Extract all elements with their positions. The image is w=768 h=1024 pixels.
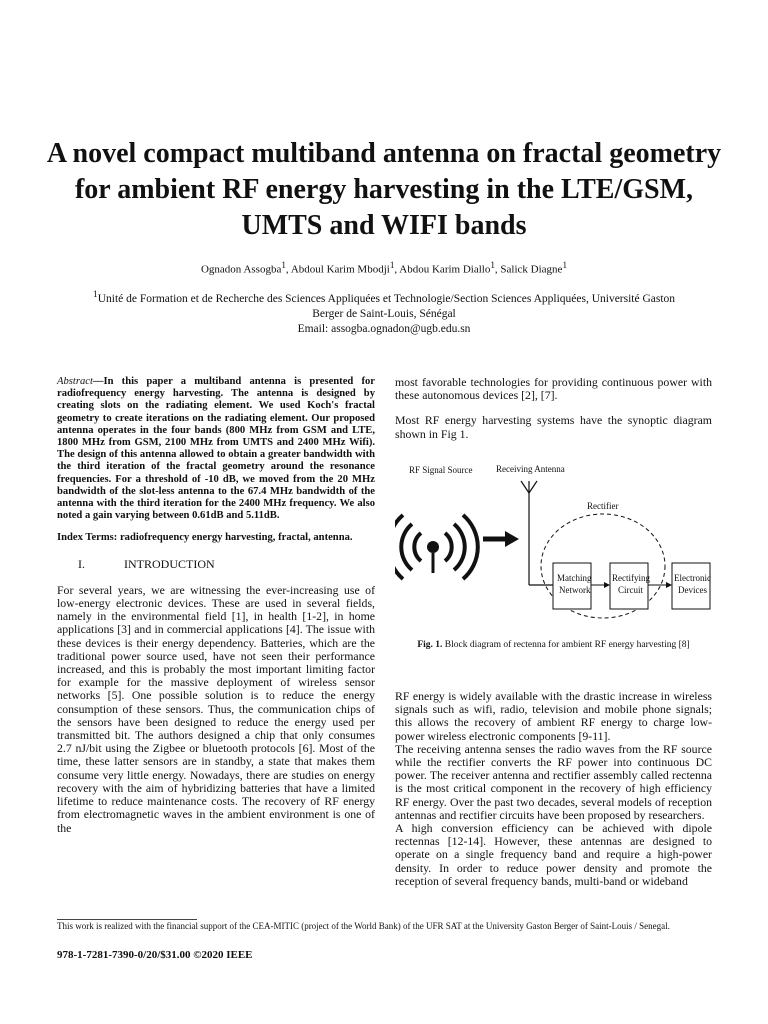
block-diagram bbox=[395, 463, 712, 633]
affiliation-line: Berger de Saint-Louis, Sénégal bbox=[312, 307, 456, 320]
abstract-text: —In this paper a multiband antenna is presented for radiofrequency energy harvesting. The antenna is designed by creating slots on the radiating element. We used Koch's fractal geometry to create iterations on the radiating element. Our proposed antenna operates in the four bands (800 MHz from GSM and LTE, 1800 MHz from GSM, 2100 MHz from UMTS and 2400 MHz Wifi). The design of this antenna allowed to obtain a greater bandwidth with the third iteration of the fractal geometry around the resonance frequencies. For a threshold of -10 dB, we moved from the 20 MHz bandwidth of the slot-less antenna to the 67.4 MHz bandwidth of the antenna with the third iteration for the 2400 MHz frequency. We also noted a gain varying between 0.61dB and 5.11dB. bbox=[57, 376, 375, 522]
author-name: Ognadon Assogba bbox=[200, 263, 282, 276]
author-list: Ognadon Assogba$^1$, Abdoul Karim Mbodji$^1$, Abdou Karim Diallo$^1$, Salick Diagne$^1$ bbox=[200, 260, 568, 276]
block-label: Matching bbox=[557, 572, 592, 583]
paragraph: The receiving antenna senses the radio waves from the RF source while the rectifier converts the RF power into continuous DC power. The receiver antenna and rectifier assembly called rectenna is the most critical component in the recovery of high efficiency RF energy. Over the past two decades, several models of reception antennas and rectifier circuits have been proposed by researchers. bbox=[395, 741, 712, 822]
author-affiliation-mark: 1 bbox=[490, 260, 495, 270]
right-column bbox=[395, 376, 712, 888]
funding-footnote: This work is realized with the financial support of the CEA-MITIC (project of the World Bank) of the UFR SAT at the University Gaston Berger of Saint-Louis / Senegal. bbox=[57, 921, 670, 931]
section-title: INTRODUCTION bbox=[124, 556, 215, 571]
block-diagram-figure bbox=[395, 463, 712, 633]
caption-text: Block diagram of rectenna for ambient RF energy harvesting [8] bbox=[442, 639, 690, 650]
author-email: Email: assogba.ognadon@ugb.edu.sn bbox=[297, 322, 471, 335]
author-affiliation-mark: 1 bbox=[389, 260, 395, 270]
paragraph: Most RF energy harvesting systems have the synoptic diagram shown in Fig 1. bbox=[395, 413, 712, 441]
receiving-antenna-icon bbox=[521, 481, 553, 585]
block-label: Electronic bbox=[674, 572, 711, 583]
left-column bbox=[57, 376, 375, 835]
rectifier-label: Rectifier bbox=[587, 500, 619, 511]
arrow-icon bbox=[483, 531, 519, 547]
author-affiliation-mark: 1 bbox=[281, 260, 286, 270]
index-terms: Index Terms: radiofrequency energy harvesting, fractal, antenna. bbox=[57, 532, 353, 544]
block-label: Rectifying bbox=[612, 572, 650, 583]
affiliation-mark: 1 bbox=[92, 289, 98, 300]
author-affiliation-mark: 1 bbox=[562, 260, 568, 270]
author-name: Abdou Karim Diallo bbox=[399, 263, 491, 276]
author-name: Abdoul Karim Mbodji bbox=[290, 263, 390, 276]
block-label: Devices bbox=[678, 584, 707, 595]
block-label: Network bbox=[559, 584, 591, 595]
affiliation-line: Unité de Formation et de Recherche des Sciences Appliquées et Technologie/Section Sciences Appliquées, Université Gaston bbox=[97, 292, 676, 305]
figure-caption bbox=[395, 639, 712, 652]
paper-title: A novel compact multiband antenna on fractal geometry for ambient RF energy harvesting in the LTE/GSM, UMTS and WIFI bands bbox=[46, 138, 722, 241]
paragraph: A high conversion efficiency can be achieved with dipole rectennas [12-14]. However, these antennas are designed to operate on a single frequency band and require a high-power density. In order to reduce power density and promote the reception of several frequency bands, multi-band or wideband bbox=[395, 821, 712, 888]
paragraph: RF energy is widely available with the drastic increase in wireless signals such as wifi, radio, television and mobile phone signals; this allows the recovery of ambient RF energy to charge low-power wireless electronic components [9-11]. bbox=[395, 689, 712, 743]
caption-label: Fig. 1. bbox=[417, 639, 443, 650]
rf-source-icon bbox=[395, 515, 478, 579]
receiving-antenna-label: Receiving Antenna bbox=[496, 463, 565, 474]
paragraph: most favorable technologies for providing continuous power with these autonomous devices [2], [7]. bbox=[395, 375, 712, 403]
author-name: Salick Diagne bbox=[500, 263, 563, 276]
section-heading bbox=[57, 558, 375, 571]
block-label: Circuit bbox=[618, 584, 643, 595]
abstract-label: Abstract bbox=[57, 376, 93, 387]
footnote-rule bbox=[57, 919, 197, 920]
rf-source-label: RF Signal Source bbox=[409, 464, 473, 475]
intro-paragraph: For several years, we are witnessing the ever-increasing use of low-energy electronic devices. These are used in several fields, namely in the environmental field [1], in health [1-2], in home applications [3] and in commercial applications [4]. The issue with these devices is their energy dependency. Batteries, which are the traditional power source used, have not seen their performance increased, and this is probably the most important limiting factor for example for the massive deployment of wireless sensor networks [5]. One possible solution is to reduce the energy consumption of these sensors. Thus, the communication chips of the sensors have been designed to reduce the energy used per transmitted bit. The authors designed a chip that only consumes 2.7 nJ/bit using the Zigbee or bluetooth protocols [6]. Most of the time, these latter sensors are in standby, a state that makes them consume very little energy. Nowadays, there are studies on energy recovery with the aim of hybridizing batteries that have a limited lifetime to reduce maintenance costs. The recovery of RF energy from electromagnetic waves in the ambient environment is one of the bbox=[57, 582, 375, 835]
abstract bbox=[57, 376, 375, 522]
isbn-copyright: 978-1-7281-7390-0/20/$31.00 ©2020 IEEE bbox=[57, 949, 253, 961]
affiliation-block bbox=[50, 287, 718, 337]
section-number: I. bbox=[78, 556, 85, 571]
